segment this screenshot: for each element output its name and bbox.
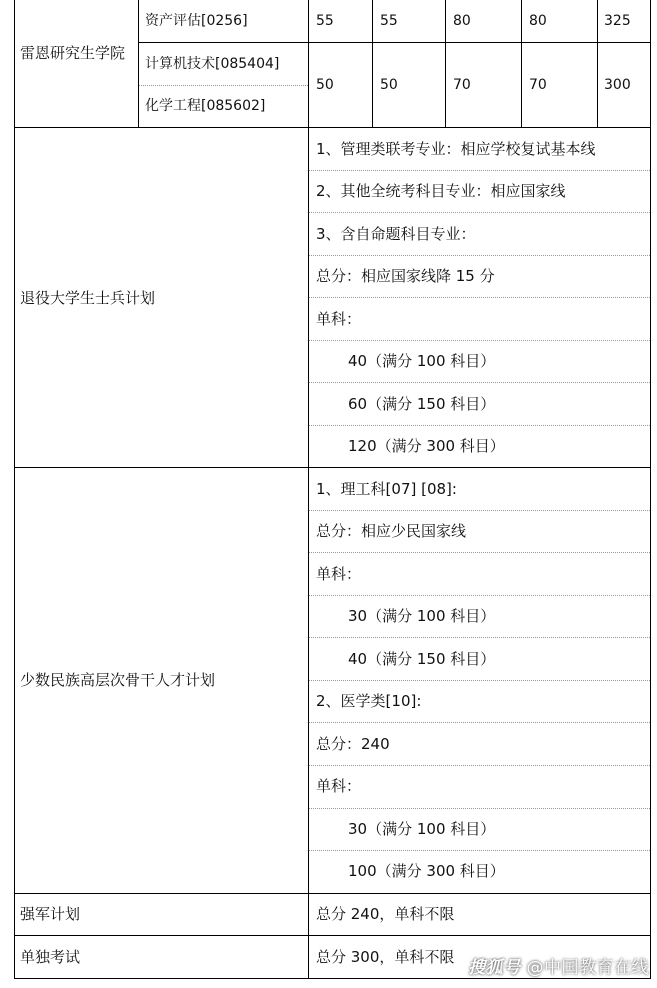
line-separator	[309, 637, 650, 638]
table-border-left	[14, 0, 15, 979]
line-separator	[309, 297, 650, 298]
requirement-line: 2、医学类[10]:	[316, 692, 422, 710]
plan-label-qiangjun: 强军计划	[20, 905, 81, 923]
line-separator	[309, 212, 650, 213]
line-separator	[309, 170, 650, 171]
requirement-line: 单科：	[316, 777, 362, 795]
watermark	[468, 953, 649, 978]
requirement-line: 总分：240	[316, 735, 390, 753]
requirement-line: 120（满分 300 科目）	[348, 437, 505, 455]
row-divider	[14, 935, 651, 936]
score-value: 50	[316, 77, 334, 93]
line-separator	[309, 680, 650, 681]
col-divider	[138, 0, 139, 128]
line-separator	[309, 808, 650, 809]
line-separator	[309, 425, 650, 426]
score-total: 300	[604, 77, 631, 93]
watermark-text: @中国教育在线	[526, 958, 649, 978]
line-separator	[309, 510, 650, 511]
requirement-line: 1、管理类联考专业：相应学校复试基本线	[316, 140, 596, 158]
row-divider	[138, 42, 651, 43]
plan-value-qiangjun: 总分 240，单科不限	[316, 905, 455, 923]
col-divider	[308, 0, 309, 979]
plan-value-danduo: 总分 300，单科不限	[316, 948, 455, 966]
line-separator	[309, 552, 650, 553]
requirement-line: 3、含自命题科目专业：	[316, 225, 476, 243]
line-separator	[309, 765, 650, 766]
score-value: 55	[380, 13, 398, 29]
row-divider	[14, 978, 651, 979]
requirement-line: 100（满分 300 科目）	[348, 862, 505, 880]
requirement-line: 总分：相应国家线降 15 分	[316, 267, 495, 285]
plan-label-minority: 少数民族高层次骨干人才计划	[20, 671, 216, 689]
score-value: 80	[529, 13, 547, 29]
requirement-line: 30（满分 100 科目）	[348, 607, 496, 625]
col-divider	[372, 0, 373, 128]
col-divider	[597, 0, 598, 128]
row-divider	[14, 467, 651, 468]
line-separator	[309, 595, 650, 596]
row-divider-dotted	[139, 85, 308, 86]
table-border-right	[650, 0, 651, 979]
requirement-line: 40（满分 150 科目）	[348, 650, 496, 668]
score-value: 80	[453, 13, 471, 29]
requirement-line: 40（满分 100 科目）	[348, 352, 496, 370]
requirement-line: 总分：相应少民国家线	[316, 522, 467, 540]
row-divider	[14, 893, 651, 894]
watermark-brand: 搜狐号	[468, 958, 521, 978]
score-value: 70	[529, 77, 547, 93]
score-total: 325	[604, 13, 631, 29]
plan-label-danduo: 单独考试	[20, 948, 81, 966]
requirement-line: 1、理工科[07] [08]:	[316, 480, 457, 498]
institute-name: 雷恩研究生学院	[20, 44, 126, 62]
major-name: 资产评估[0256]	[145, 13, 248, 29]
line-separator	[309, 382, 650, 383]
score-value: 55	[316, 13, 334, 29]
score-value: 70	[453, 77, 471, 93]
score-value: 50	[380, 77, 398, 93]
requirement-line: 60（满分 150 科目）	[348, 395, 496, 413]
plan-label-veteran: 退役大学生士兵计划	[20, 289, 156, 307]
requirement-line: 30（满分 100 科目）	[348, 820, 496, 838]
line-separator	[309, 850, 650, 851]
col-divider	[445, 0, 446, 128]
line-separator	[309, 255, 650, 256]
requirement-line: 单科：	[316, 565, 362, 583]
line-separator	[309, 722, 650, 723]
major-name: 化学工程[085602]	[145, 98, 266, 114]
row-divider	[14, 127, 651, 128]
requirement-line: 单科：	[316, 310, 362, 328]
major-name: 计算机技术[085404]	[145, 56, 280, 72]
line-separator	[309, 340, 650, 341]
col-divider	[521, 0, 522, 128]
requirement-line: 2、其他全统考科目专业：相应国家线	[316, 182, 566, 200]
